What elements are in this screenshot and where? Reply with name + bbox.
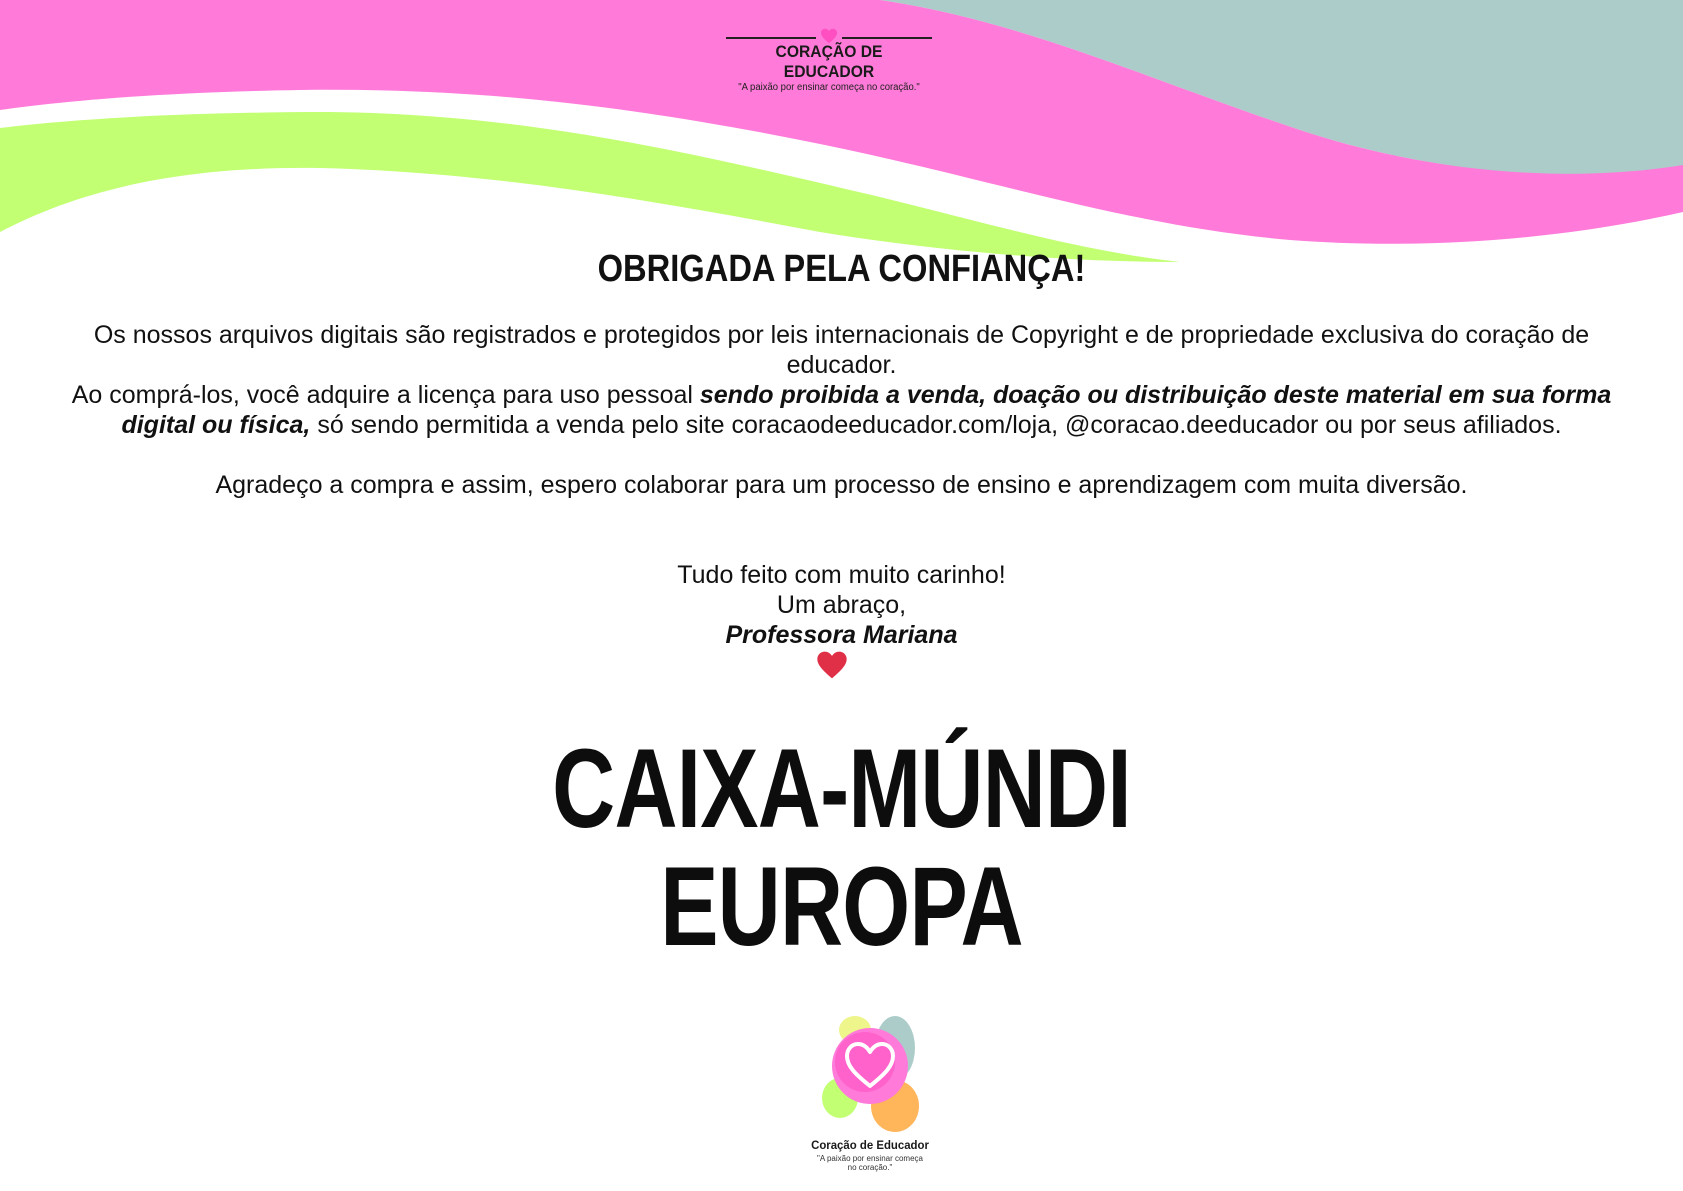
license-intro: Ao comprá-los, você adquire a licença para uso pessoal	[71, 381, 700, 409]
product-title	[185, 726, 1498, 969]
signature: Professora Mariana	[725, 621, 958, 649]
header-logo	[724, 28, 934, 94]
footer-tagline	[805, 1154, 935, 1172]
footer-brand: Coração de Educador	[811, 1138, 929, 1152]
closing-line-1: Tudo feito com muito carinho!	[677, 561, 1006, 589]
logo-tagline: "A paixão por ensinar começa no coração."	[738, 82, 920, 93]
body-text	[50, 320, 1633, 500]
logo-line-left	[726, 37, 816, 39]
spacer	[50, 440, 1633, 470]
license-rest: só sendo permitida a venda pelo site coracaodeeducador.com/loja, @coracao.deeducador ou por seus afiliados.	[310, 411, 1562, 439]
footer-tagline-line-1: "A paixão por ensinar começa	[816, 1154, 923, 1163]
product-title-line-1: CAIXA-MÚNDI	[552, 726, 1131, 851]
page-headline: OBRIGADA PELA CONFIANÇA!	[597, 248, 1086, 290]
license-restriction: sendo proibida a venda, doação ou distribuição deste material em sua forma digital ou física,	[121, 381, 1612, 439]
heart-icon	[816, 650, 848, 680]
footer-tagline-line-2: no coração."	[847, 1163, 893, 1172]
closing-line-2: Um abraço,	[776, 591, 907, 619]
license-paragraph	[50, 380, 1633, 440]
logo-brand: CORAÇÃO DE EDUCADOR	[775, 42, 883, 81]
product-title-line-2: EUROPA	[660, 844, 1023, 969]
copyright-paragraph: Os nossos arquivos digitais são registrados e protegidos por leis internacionais de Copyright e de propriedade exclusiva do coração de educador.	[93, 321, 1590, 379]
footer-logo	[805, 1008, 935, 1178]
thanks-paragraph: Agradeço a compra e assim, espero colaborar para um processo de ensino e aprendizagem com muita diversão.	[215, 471, 1468, 499]
heart-blob-logo	[815, 1008, 925, 1138]
logo-line-right	[842, 37, 932, 39]
closing-block	[0, 560, 1683, 650]
